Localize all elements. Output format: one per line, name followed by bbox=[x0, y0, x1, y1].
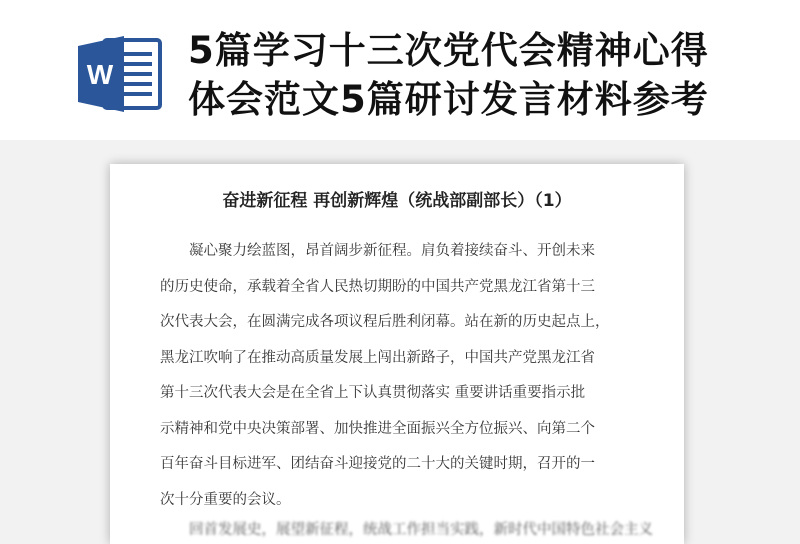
title-line-2: 体会范文5篇研讨发言材料参考 bbox=[188, 78, 709, 121]
header-banner bbox=[0, 0, 800, 140]
word-icon-letter: W bbox=[86, 59, 114, 90]
paragraph-line: 次代表大会，在圆满完成各项议程后胜利闭幕。站在新的历史起点上， bbox=[160, 314, 610, 330]
document-page bbox=[110, 164, 684, 544]
paragraph-line: 的历史使命，承载着全省人民热切期盼的中国共产党黑龙江省第十三 bbox=[160, 278, 595, 295]
partial-paragraph-line: 回首发展史，展望新征程，统战工作担当实践，新时代中国特色社会主义 bbox=[189, 522, 653, 538]
paragraph-line: 第十三次代表大会是在全省上下认真贯彻落实 重要讲话重要指示批 bbox=[160, 385, 586, 401]
title-line-1: 5篇学习十三次党代会精神心得 bbox=[188, 29, 709, 72]
paragraph-line: 示精神和党中央决策部署、加快推进全面振兴全方位振兴、向第二个 bbox=[160, 420, 595, 437]
page-title bbox=[188, 26, 788, 124]
word-document-icon bbox=[78, 36, 164, 112]
paragraph-line: 黑龙江吹响了在推动高质量发展上闯出新路子，中国共产党黑龙江省 bbox=[160, 349, 595, 366]
document-paragraph bbox=[160, 234, 650, 518]
paragraph-line: 凝心聚力绘蓝图，昂首阔步新征程。肩负着接续奋斗、开创未来 bbox=[189, 243, 595, 259]
paragraph-line: 次十分重要的会议。 bbox=[160, 491, 291, 508]
paragraph-line: 百年奋斗目标进军、团结奋斗迎接党的二十大的关键时期，召开的一 bbox=[160, 456, 595, 472]
document-heading: 奋进新征程 再创新辉煌（统战部副部长）（1） bbox=[222, 191, 572, 211]
